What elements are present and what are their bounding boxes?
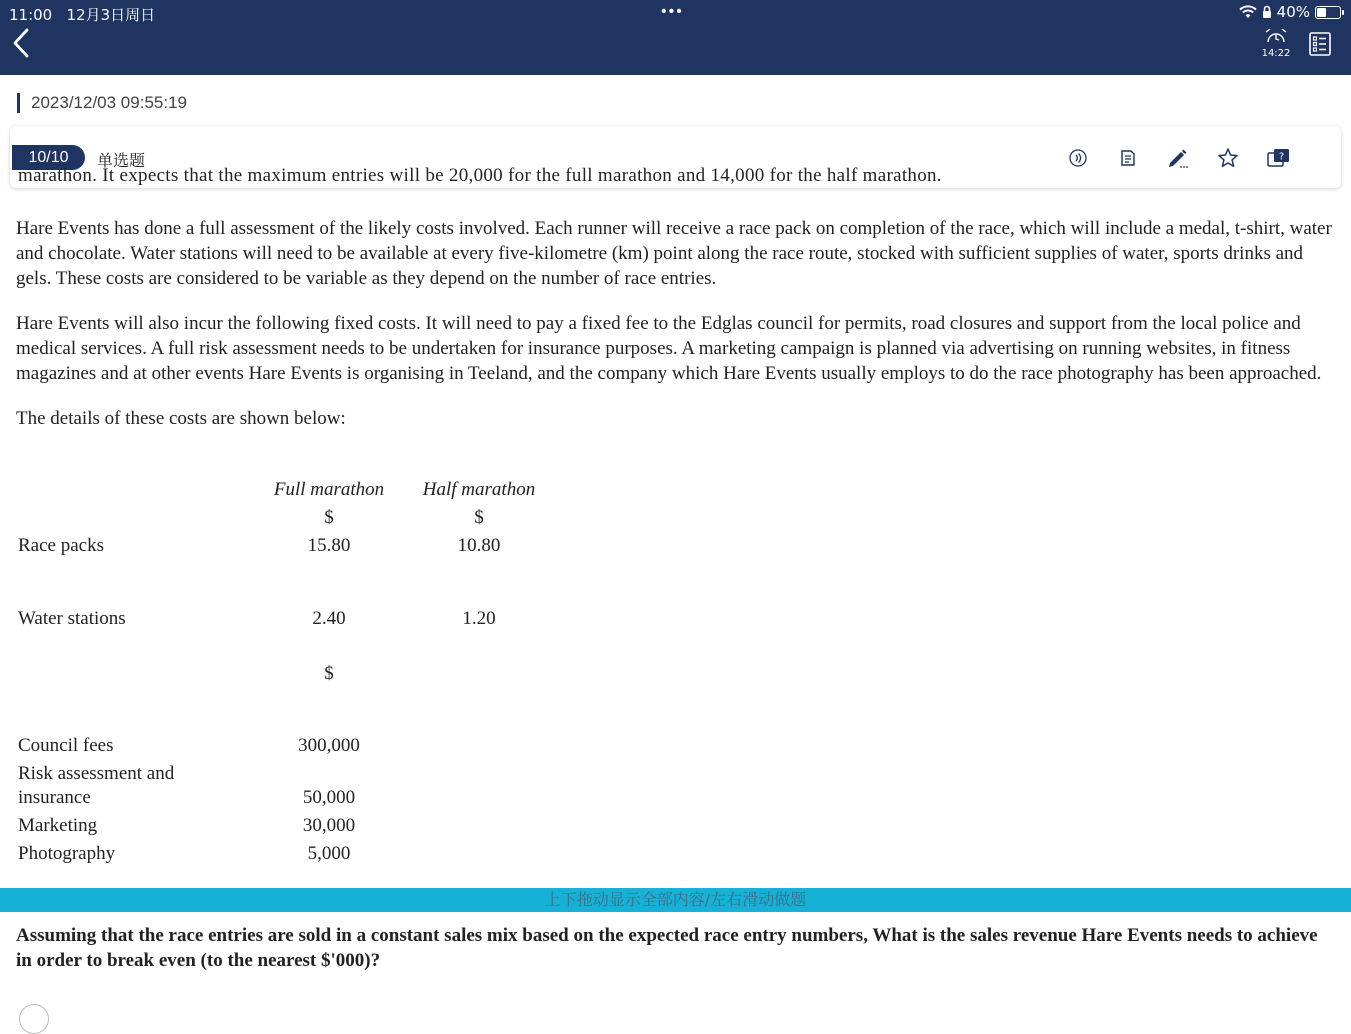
notes-icon — [1118, 148, 1138, 168]
marketing-value: 30,000 — [302, 815, 356, 836]
svg-text:?: ? — [1278, 151, 1285, 163]
alarm-clock-icon — [1264, 28, 1288, 45]
question-type-label: 单选题 — [97, 151, 146, 170]
drag-hint-bar[interactable] — [0, 888, 1351, 912]
audio-button[interactable] — [1066, 146, 1090, 170]
datetime-text: 2023/12/03 09:55:19 — [31, 93, 187, 112]
status-clock: 11:00 — [9, 6, 53, 24]
row-label-marketing: Marketing — [18, 815, 98, 836]
row-label-council-fees: Council fees — [18, 735, 114, 756]
battery-percent: 40% — [1276, 3, 1310, 21]
water-stations-half: 1.20 — [462, 608, 496, 629]
passage-paragraph: Hare Events has done a full assessment of the likely costs involved. Each runner will receive a race pack on completion of the race, which will include a medal, t-shirt, water and chocolate. Water stations will need to be available at every five-kilometre (km) point along the race route, stocked with sufficient supplies of water, sports drinks and gels. These costs are considered to be variable as they depend on the number of race entries. — [16, 218, 1332, 289]
question-text: Assuming that the race entries are sold in a constant sales mix based on the expected race entry numbers, What is the sales revenue Hare Events needs to achieve in order to break even (to the nearest $'000)? — [16, 925, 1318, 971]
answer-sheet-icon — [1309, 32, 1331, 56]
column-header-full: Full marathon — [273, 479, 385, 500]
column-header-half: Half marathon — [422, 479, 536, 500]
passage-paragraph: Hare Events will also incur the following fixed costs. It will need to pay a fixed fee to the Edglas council for permits, road closures and support from the local police and medical services. A full risk assessment needs to be undertaken for insurance purposes. A marketing campaign is planned via advertising on running websites, in fitness magazines and at other events Hare Events is organising in Teeland, and the company which Hare Events usually employs to do the race photography has been approached. — [16, 313, 1322, 384]
favorite-button[interactable] — [1216, 146, 1240, 170]
status-indicators — [1239, 3, 1341, 21]
council-fees-value: 300,000 — [298, 735, 360, 756]
race-packs-half: 10.80 — [457, 535, 501, 556]
currency-half: $ — [474, 507, 484, 528]
risk-assessment-value: 50,000 — [302, 787, 356, 808]
row-label-race-packs: Race packs — [18, 535, 104, 556]
question-header-card — [10, 126, 1341, 188]
answer-option-radio[interactable] — [19, 1004, 49, 1034]
fixed-currency: $ — [324, 663, 334, 684]
row-label-water-stations: Water stations — [18, 608, 126, 629]
row-label-insurance: insurance — [18, 787, 91, 808]
drag-hint-text: 上下拖动显示全部内容/左右滑动做题 — [544, 890, 807, 909]
top-navigation-bar — [0, 0, 1351, 75]
row-label-risk-assessment: Risk assessment and — [18, 763, 175, 784]
status-date: 12月3日周日 — [66, 6, 156, 24]
session-datetime — [17, 92, 187, 114]
question-number-badge: 10/10 — [12, 145, 85, 170]
lock-rotation-icon — [1262, 5, 1272, 19]
clipped-passage-line — [18, 165, 958, 190]
passage-paragraph: The details of these costs are shown below: — [16, 408, 346, 429]
star-icon — [1217, 147, 1239, 169]
timer-text: 14:22 — [1261, 48, 1291, 59]
multitask-dots-icon[interactable]: ••• — [661, 3, 684, 20]
datetime-marker — [17, 93, 20, 113]
notes-button[interactable] — [1116, 146, 1140, 170]
audio-icon — [1068, 148, 1088, 168]
water-stations-full: 2.40 — [312, 608, 346, 629]
pencil-icon — [1167, 147, 1189, 169]
row-label-photography: Photography — [18, 843, 116, 864]
wifi-icon — [1239, 5, 1257, 19]
passage-content[interactable] — [16, 216, 1336, 451]
answer-sheet-button[interactable] — [1309, 32, 1331, 56]
currency-full: $ — [324, 507, 334, 528]
draw-button[interactable] — [1166, 146, 1190, 170]
clipped-line-text: marathon. It expects that the maximum entries will be 20,000 for the full marathon and 14,000 for the half marathon. — [18, 165, 942, 186]
back-button[interactable] — [8, 26, 36, 60]
race-packs-full: 15.80 — [307, 535, 351, 556]
ask-question-button[interactable] — [1266, 146, 1290, 170]
battery-icon — [1315, 6, 1341, 19]
chevron-left-icon — [8, 26, 36, 60]
status-time — [9, 4, 155, 25]
countdown-timer[interactable] — [1258, 28, 1294, 58]
question-cards-icon — [1266, 148, 1290, 168]
photography-value: 5,000 — [307, 843, 351, 864]
